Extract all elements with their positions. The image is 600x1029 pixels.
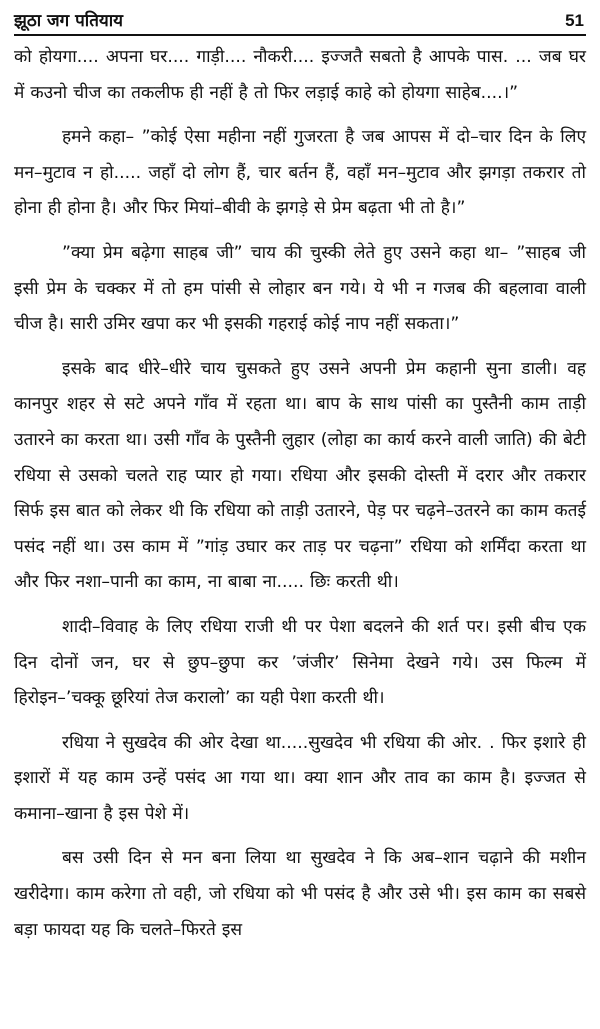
paragraph: को होयगा.... अपना घर.... गाड़ी.... नौकरी.... इज्जतै सबतो है आपके पास. ... जब घर में कउनो चीज का तकलीफ ही नहीं है तो फिर लड़ाई काहे को होयगा साहेब....।”	[14, 47, 586, 103]
running-header	[14, 4, 586, 36]
paragraph: बस उसी दिन से मन बना लिया था सुखदेव ने कि अब–शान चढ़ाने की मशीन खरीदेगा। काम करेगा तो वही, जो रधिया को भी पसंद है और उसे भी। इस काम का सबसे बड़ा फायदा यह कि चलते–फिरते इस	[14, 848, 586, 940]
paragraph: हमने कहा– ”कोई ऐसा महीना नहीं गुजरता है जब आपस में दो–चार दिन के लिए मन–मुटाव न हो..... जहाँ दो लोग हैं, चार बर्तन हैं, वहाँ मन–मुटाव और झगड़ा तकरार तो होना ही होना है। और फिर मियां–बीवी के झगड़े से प्रेम बढ़ता भी तो है।”	[14, 127, 586, 219]
page-body	[14, 36, 586, 948]
page-number: 51	[565, 11, 584, 30]
paragraph: इसके बाद धीरे–धीरे चाय चुसकते हुए उसने अपनी प्रेम कहानी सुना डाली। वह कानपुर शहर से सटे अपने गाँव में रहता था। बाप के साथ पांसी का पुस्तैनी काम ताड़ी उतारने का करता था। उसी गाँव के पुस्तैनी लुहार (लोहा का कार्य करने वाली जाति) की बेटी रधिया से उसको चलते राह प्यार हो गया। रधिया और इसकी दोस्ती में दरार और तकरार सिर्फ इस बात को लेकर थी कि रधिया को ताड़ी उतारने, पेड़ पर चढ़ने–उतरने का काम कतई पसंद नहीं था। उस काम में ”गांड़ उघार कर ताड़ पर चढ़ना” रधिया को शर्मिंदा करता था और फिर नशा–पानी का काम, ना बाबा ना..... छिः करती थी।	[14, 358, 586, 593]
paragraph: रधिया ने सुखदेव की ओर देखा था.....सुखदेव भी रधिया की ओर. . फिर इशारे ही इशारों में यह काम उन्हें पसंद आ गया था। क्या शान और ताव का काम है। इज्जत से कमाना–खाना है इस पेशे में।	[14, 732, 586, 824]
paragraph: शादी–विवाह के लिए रधिया राजी थी पर पेशा बदलने की शर्त पर। इसी बीच एक दिन दोनों जन, घर से छुप–छुपा कर ’जंजीर’ सिनेमा देखने गये। उस फिल्म में हिरोइन–’चक्कू छूरियां तेज करालो’ का यही पेशा करती थी।	[14, 616, 586, 709]
chapter-title: झूठा जग पतियाय	[14, 11, 124, 31]
paragraph: ”क्या प्रेम बढ़ेगा साहब जी” चाय की चुस्की लेते हुए उसने कहा था– ”साहब जी इसी प्रेम के चक्कर में तो हम पांसी से लोहार बन गये। ये भी न गजब की बहलावा वाली चीज है। सारी उमिर खपा कर भी इसकी गहराई कोई नाप नहीं सकता।”	[14, 242, 586, 335]
